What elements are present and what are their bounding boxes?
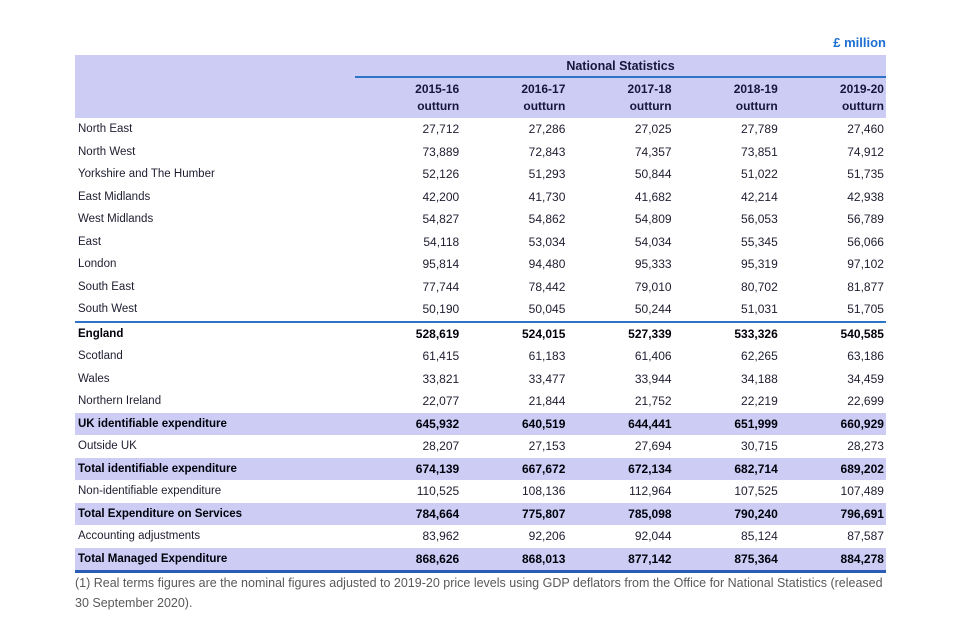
cell-value: 87,587: [847, 529, 884, 544]
cell-value: 672,134: [628, 461, 672, 476]
column-header: [674, 81, 780, 115]
row-label: Total Managed Expenditure: [78, 552, 228, 565]
table-row: [75, 276, 886, 299]
column-header-label: outturn: [735, 99, 778, 113]
table-row: [75, 548, 886, 571]
column-header-label: 2015-16: [415, 82, 460, 96]
header-spacer: [75, 55, 355, 78]
cell-value: 33,944: [634, 371, 672, 386]
cell-value: 28,207: [422, 439, 460, 454]
cell-value: 877,142: [628, 551, 672, 566]
cell-value: 50,244: [634, 302, 672, 317]
table-row: [75, 321, 886, 346]
row-label: London: [78, 258, 117, 271]
cell-value: 27,460: [847, 122, 884, 137]
cell-value: 660,929: [840, 416, 884, 431]
row-label: UK identifiable expenditure: [78, 417, 227, 430]
cell-value: 41,682: [634, 189, 672, 204]
cell-value: 61,406: [634, 349, 672, 364]
cell-value: 80,702: [741, 279, 778, 294]
cell-value: 56,066: [847, 234, 884, 249]
cell-value: 540,585: [840, 326, 884, 341]
cell-value: 868,013: [521, 551, 566, 566]
cell-value: 33,821: [422, 371, 460, 386]
cell-value: 27,694: [634, 439, 672, 454]
column-header-label: outturn: [629, 99, 672, 113]
cell-value: 55,345: [741, 234, 778, 249]
table-row: [75, 163, 886, 186]
row-label: England: [78, 327, 124, 340]
table-row: [75, 390, 886, 413]
column-header: [567, 81, 673, 115]
row-label: Accounting adjustments: [78, 530, 201, 543]
cell-value: 640,519: [521, 416, 566, 431]
cell-value: 27,712: [422, 122, 460, 137]
cell-value: 790,240: [734, 506, 778, 521]
table-header: [75, 55, 886, 118]
cell-value: 92,206: [528, 529, 566, 544]
cell-value: 72,843: [528, 144, 566, 159]
cell-value: 28,273: [847, 439, 884, 454]
cell-value: 54,118: [423, 234, 460, 249]
cell-value: 689,202: [840, 461, 884, 476]
row-label: South West: [78, 303, 138, 316]
table-row: [75, 480, 886, 503]
column-header: [355, 81, 461, 115]
cell-value: 796,691: [840, 506, 884, 521]
table-row: [75, 141, 886, 164]
column-header: [461, 81, 567, 115]
cell-value: 42,200: [422, 189, 460, 204]
cell-value: 674,139: [415, 461, 460, 476]
table-row: [75, 186, 886, 209]
row-label: East: [78, 235, 102, 248]
row-label: North East: [78, 123, 133, 136]
cell-value: 524,015: [521, 326, 566, 341]
column-header-label: outturn: [417, 99, 460, 113]
cell-value: 27,286: [528, 122, 566, 137]
table-row: [75, 435, 886, 458]
cell-value: 868,626: [415, 551, 460, 566]
cell-value: 645,932: [415, 416, 460, 431]
cell-value: 42,938: [847, 189, 884, 204]
column-header: [780, 81, 886, 115]
cell-value: 56,053: [741, 212, 778, 227]
cell-value: 22,077: [422, 394, 460, 409]
cell-value: 85,124: [741, 529, 778, 544]
expenditure-table: [75, 55, 886, 573]
cell-value: 78,442: [528, 279, 566, 294]
column-header-label: 2016-17: [521, 82, 566, 96]
cell-value: 42,214: [741, 189, 778, 204]
cell-value: 83,962: [422, 529, 460, 544]
cell-value: 92,044: [634, 529, 672, 544]
cell-value: 884,278: [840, 551, 884, 566]
cell-value: 775,807: [521, 506, 566, 521]
table-row: [75, 503, 886, 526]
row-label: Total identifiable expenditure: [78, 462, 237, 475]
row-label: South East: [78, 280, 135, 293]
cell-value: 50,844: [634, 167, 672, 182]
row-label: Scotland: [78, 350, 123, 363]
cell-value: 54,827: [422, 212, 460, 227]
cell-value: 27,789: [741, 122, 778, 137]
cell-value: 533,326: [734, 326, 778, 341]
footnote: (1) Real terms figures are the nominal figures adjusted to 2019-20 price levels using GDP deflators from the Office for National Statistics (released 30 September 2020).: [75, 576, 883, 610]
row-label: West Midlands: [78, 213, 154, 226]
unit-label: £ million: [833, 35, 886, 50]
cell-value: 651,999: [734, 416, 778, 431]
row-label: Non-identifiable expenditure: [78, 485, 222, 498]
cell-value: 34,188: [741, 371, 778, 386]
cell-value: 27,025: [634, 122, 672, 137]
row-label: East Midlands: [78, 190, 151, 203]
row-label: Wales: [78, 372, 110, 385]
table-row: [75, 413, 886, 436]
cell-value: 50,190: [422, 302, 460, 317]
cell-value: 33,477: [528, 371, 566, 386]
column-header-label: outturn: [841, 99, 884, 113]
cell-value: 41,730: [528, 189, 566, 204]
cell-value: 95,319: [741, 257, 778, 272]
cell-value: 54,862: [528, 212, 566, 227]
cell-value: 682,714: [734, 461, 778, 476]
cell-value: 21,752: [634, 394, 672, 409]
cell-value: 527,339: [628, 326, 672, 341]
column-header-label: 2017-18: [627, 82, 672, 96]
table-row: [75, 231, 886, 254]
cell-value: 110,525: [416, 484, 460, 499]
cell-value: 51,705: [847, 302, 884, 317]
column-header-label: 2018-19: [733, 82, 778, 96]
row-label: Northern Ireland: [78, 395, 162, 408]
cell-value: 667,672: [521, 461, 566, 476]
cell-value: 50,045: [528, 302, 566, 317]
cell-value: 74,912: [847, 144, 884, 159]
cell-value: 74,357: [634, 144, 672, 159]
cell-value: 73,889: [422, 144, 460, 159]
cell-value: 27,153: [528, 439, 566, 454]
cell-value: 785,098: [628, 506, 672, 521]
cell-value: 528,619: [415, 326, 460, 341]
cell-value: 95,333: [634, 257, 672, 272]
cell-value: 51,293: [528, 167, 566, 182]
cell-value: 644,441: [628, 416, 672, 431]
cell-value: 62,265: [741, 349, 778, 364]
cell-value: 97,102: [847, 257, 884, 272]
cell-value: 107,489: [840, 484, 884, 499]
cell-value: 81,877: [847, 279, 884, 294]
column-header-row: [75, 78, 886, 118]
cell-value: 21,844: [528, 394, 566, 409]
group-header-row: [75, 55, 886, 78]
table-row: [75, 118, 886, 141]
table-row: [75, 458, 886, 481]
table-row: [75, 208, 886, 231]
row-label: Total Expenditure on Services: [78, 507, 243, 520]
cell-value: 22,219: [741, 394, 778, 409]
cell-value: 54,034: [634, 234, 672, 249]
cell-value: 30,715: [741, 439, 778, 454]
cell-value: 56,789: [847, 212, 884, 227]
group-header: National Statistics: [355, 55, 886, 78]
row-label: Yorkshire and The Humber: [78, 168, 215, 181]
cell-value: 52,126: [422, 167, 460, 182]
cell-value: 22,699: [847, 394, 884, 409]
cell-value: 51,735: [847, 167, 884, 182]
column-header-label: 2019-20: [839, 82, 884, 96]
table-row: [75, 253, 886, 276]
cell-value: 61,415: [422, 349, 460, 364]
cell-value: 51,022: [741, 167, 778, 182]
cell-value: 51,031: [741, 302, 778, 317]
cell-value: 77,744: [422, 279, 460, 294]
cell-value: 95,814: [422, 257, 460, 272]
cell-value: 875,364: [734, 551, 778, 566]
cell-value: 79,010: [634, 279, 672, 294]
cell-value: 73,851: [741, 144, 778, 159]
table-row: [75, 298, 886, 321]
row-label: Outside UK: [78, 440, 137, 453]
cell-value: 112,964: [629, 484, 672, 499]
table-row: [75, 525, 886, 548]
table-row: [75, 368, 886, 391]
cell-value: 61,183: [528, 349, 566, 364]
table-row: [75, 345, 886, 368]
cell-value: 94,480: [528, 257, 566, 272]
row-label: North West: [78, 145, 136, 158]
cell-value: 784,664: [415, 506, 460, 521]
table-body: [75, 118, 886, 573]
cell-value: 108,136: [521, 484, 566, 499]
cell-value: 107,525: [734, 484, 778, 499]
column-header-label: outturn: [523, 99, 566, 113]
cell-value: 34,459: [847, 371, 884, 386]
cell-value: 63,186: [847, 349, 884, 364]
cell-value: 54,809: [634, 212, 672, 227]
cell-value: 53,034: [528, 234, 566, 249]
